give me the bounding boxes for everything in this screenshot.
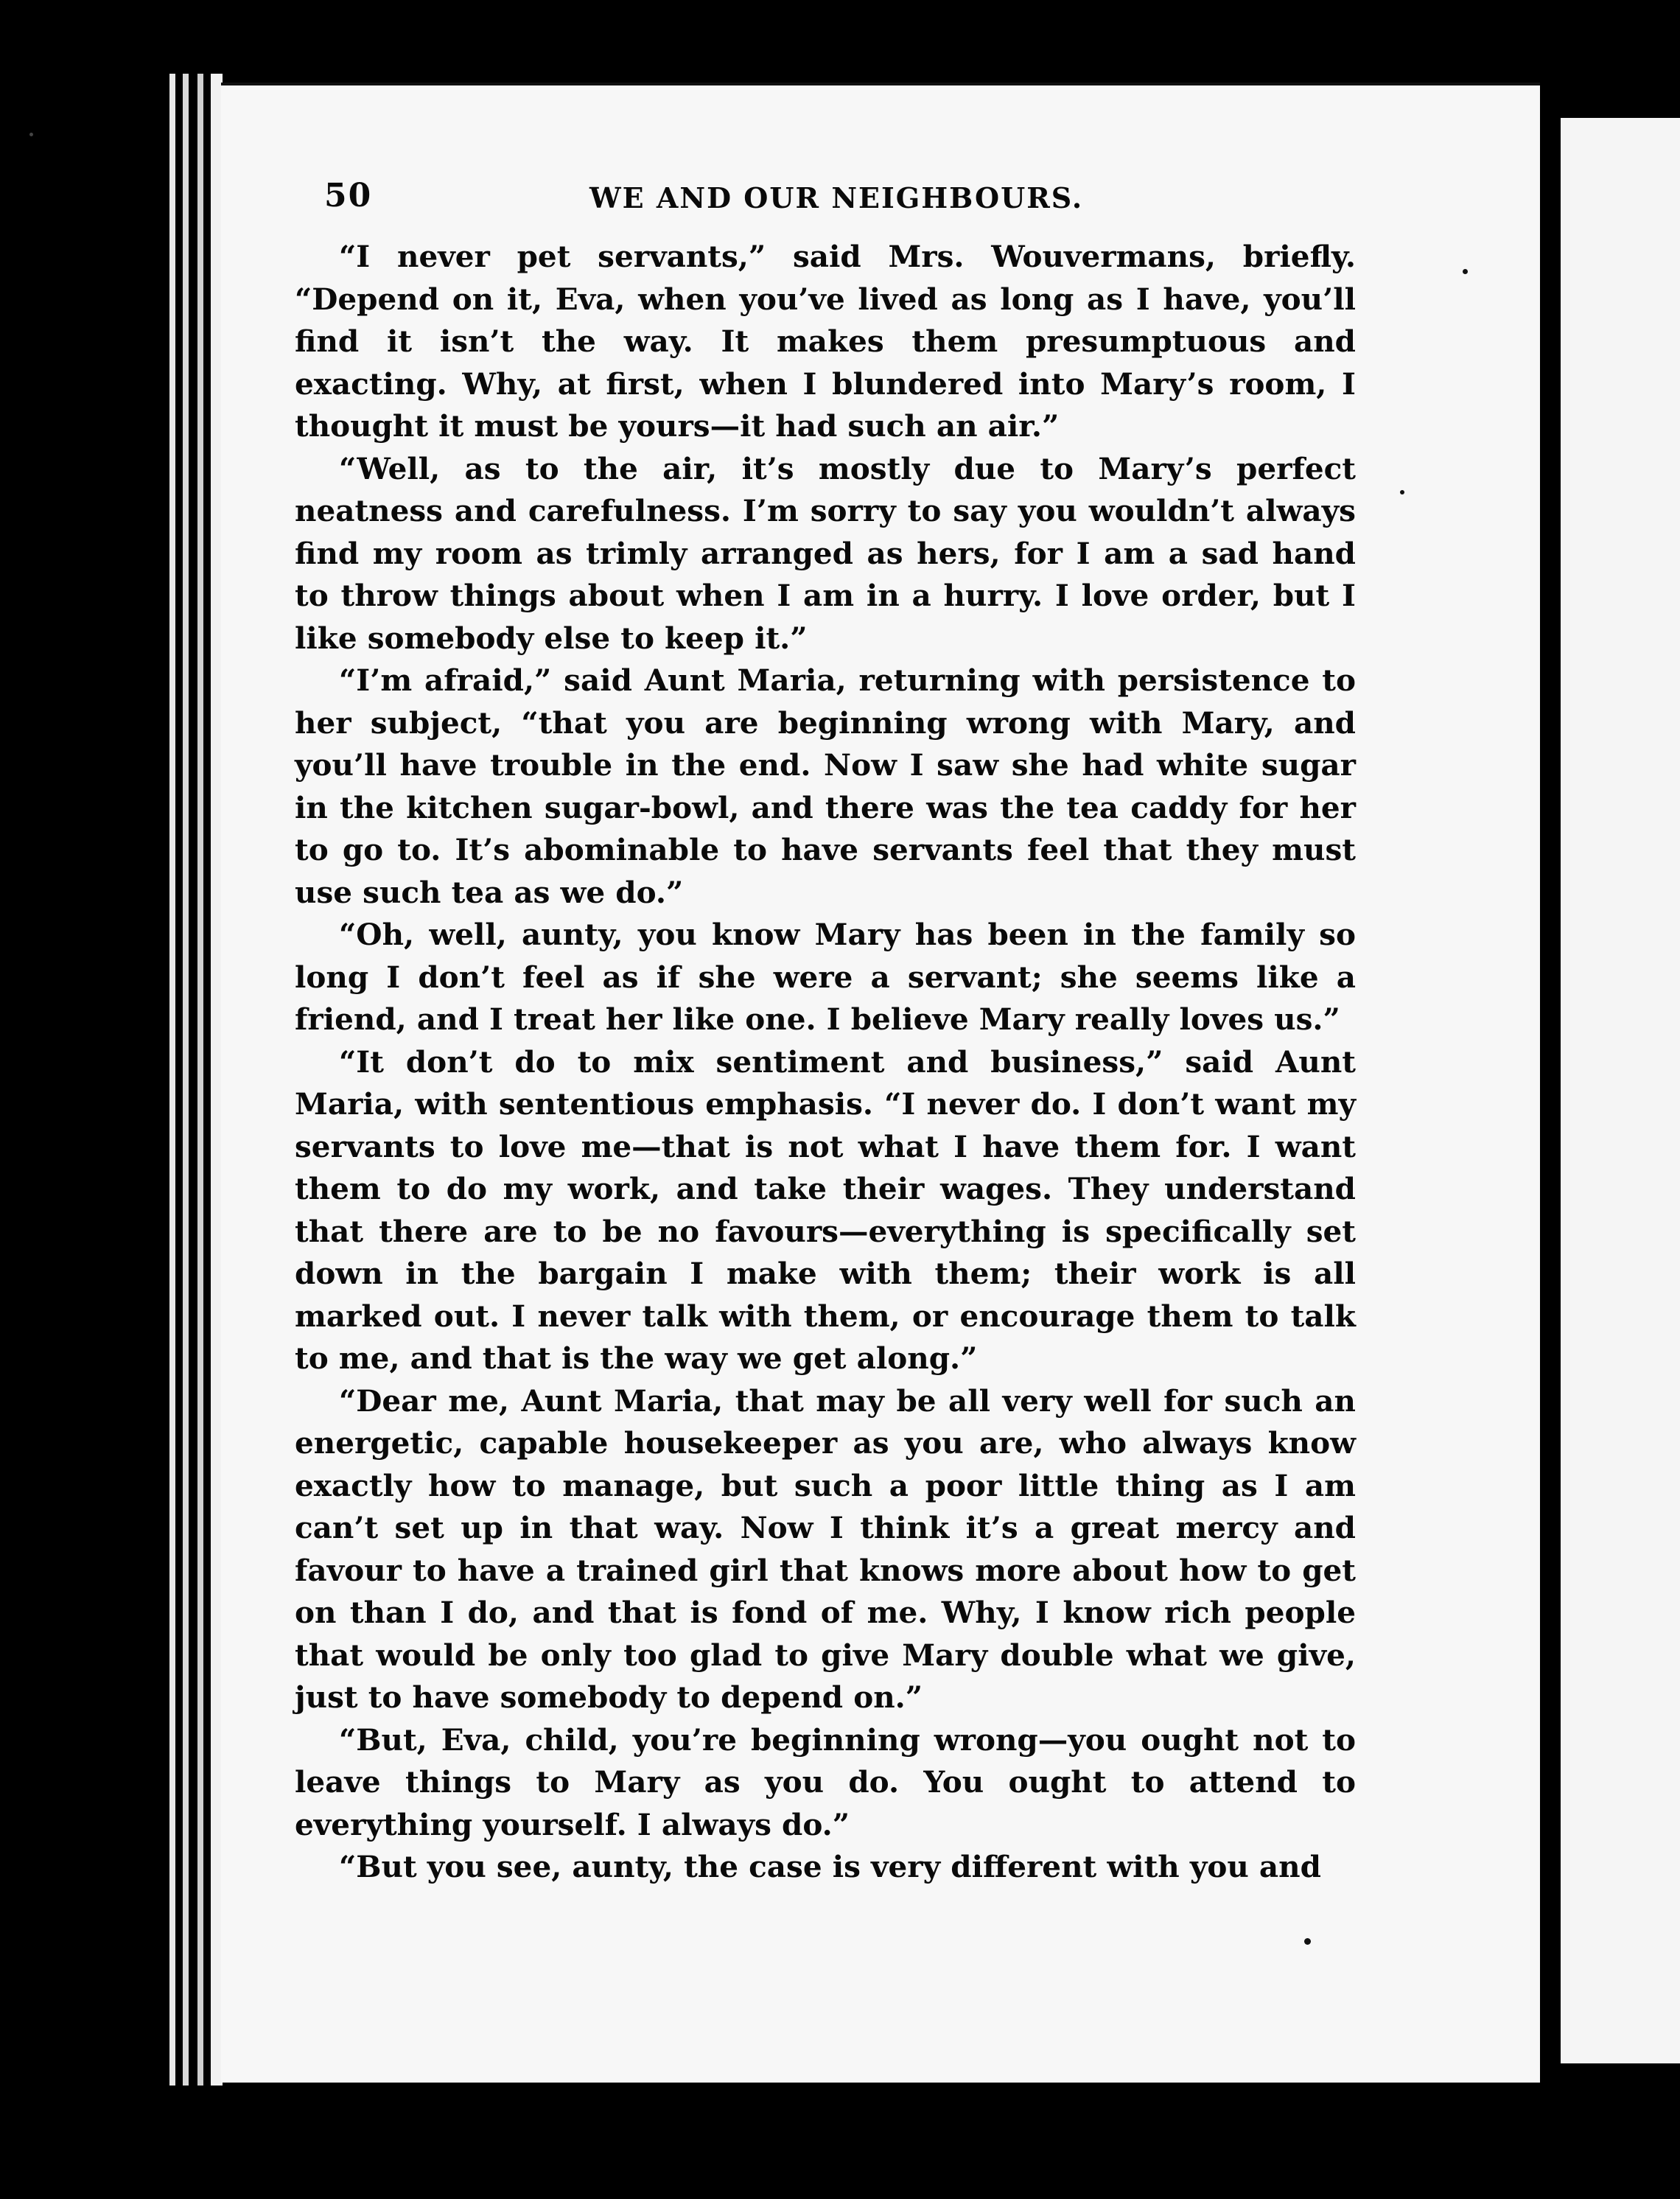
speck bbox=[1304, 1938, 1311, 1945]
paragraph-8: “But you see, aunty, the case is very different with you and bbox=[339, 1849, 1321, 1884]
speck bbox=[1463, 269, 1468, 274]
book-binding bbox=[164, 74, 223, 2086]
page-text bbox=[295, 177, 1356, 1889]
running-head-title: WE AND OUR NEIGHBOURS. bbox=[589, 181, 1084, 214]
paragraph-4: “Oh, well, aunty, you know Mary has been in the family so long I don’t feel as if she were a servant; she seems like a friend, and I treat her like one. I believe Mary really loves us.” bbox=[295, 917, 1356, 1037]
paragraph-2: “Well, as to the air, it’s mostly due to Mary’s perfect neatness and carefulness. I’m sorry to say you wouldn’t always find my room as trimly arranged as hers, for I am a sad hand to throw things about when I am in a hurry. I love order, but I like somebody else to keep it.” bbox=[295, 450, 1356, 656]
facing-page-edge bbox=[1547, 118, 1680, 2063]
paragraph-3: “I’m afraid,” said Aunt Maria, returning with persistence to her subject, “that you are beginning wrong with Mary, and you’ll have trouble in the end. Now I saw she had white sugar in the kitchen sugar-bowl, and there was the tea caddy for her to go to. It’s abominable to have servants feel that they must use such tea as we do.” bbox=[295, 663, 1356, 910]
paragraph-1: “I never pet servants,” said Mrs. Wouvermans, briefly. “Depend on it, Eva, when you’ve lived as long as I have, you’ll find it isn’t the way. It makes them presumptuous and exacting. Why, at first, when I blundered into Mary’s room, I thought it must be yours—it had such an air.” bbox=[295, 239, 1356, 444]
paragraph-7: “But, Eva, child, you’re beginning wrong—you ought not to leave things to Mary as you do. You ought to attend to everything yourself. I always do.” bbox=[295, 1721, 1356, 1842]
paragraph-5: “It don’t do to mix sentiment and business,” said Aunt Maria, with sententious emphasis. “I never do. I don’t want my servants to love me—that is not what I have them for. I want them to do my work, and take their wages. They understand that there are to be no favours—everything is specifically set down in the bargain I make with them; their work is all marked out. I never talk with them, or encourage them to talk to me, and that is the way we get along.” bbox=[295, 1043, 1356, 1376]
speck bbox=[1400, 490, 1404, 494]
paragraph-6: “Dear me, Aunt Maria, that may be all very well for such an energetic, capable housekeeper as you are, who always know exactly how to manage, but such a poor little thing as I am can’t set up in that way. Now I think it’s a great mercy and favour to have a trained girl that knows more about how to get on than I do, and that is fond of me. Why, I know rich people that would be only too glad to give Mary double what we give, just to have somebody to depend on.” bbox=[295, 1382, 1356, 1715]
page-number: 50 bbox=[324, 177, 373, 214]
running-head bbox=[295, 177, 1356, 236]
speck bbox=[29, 133, 33, 136]
